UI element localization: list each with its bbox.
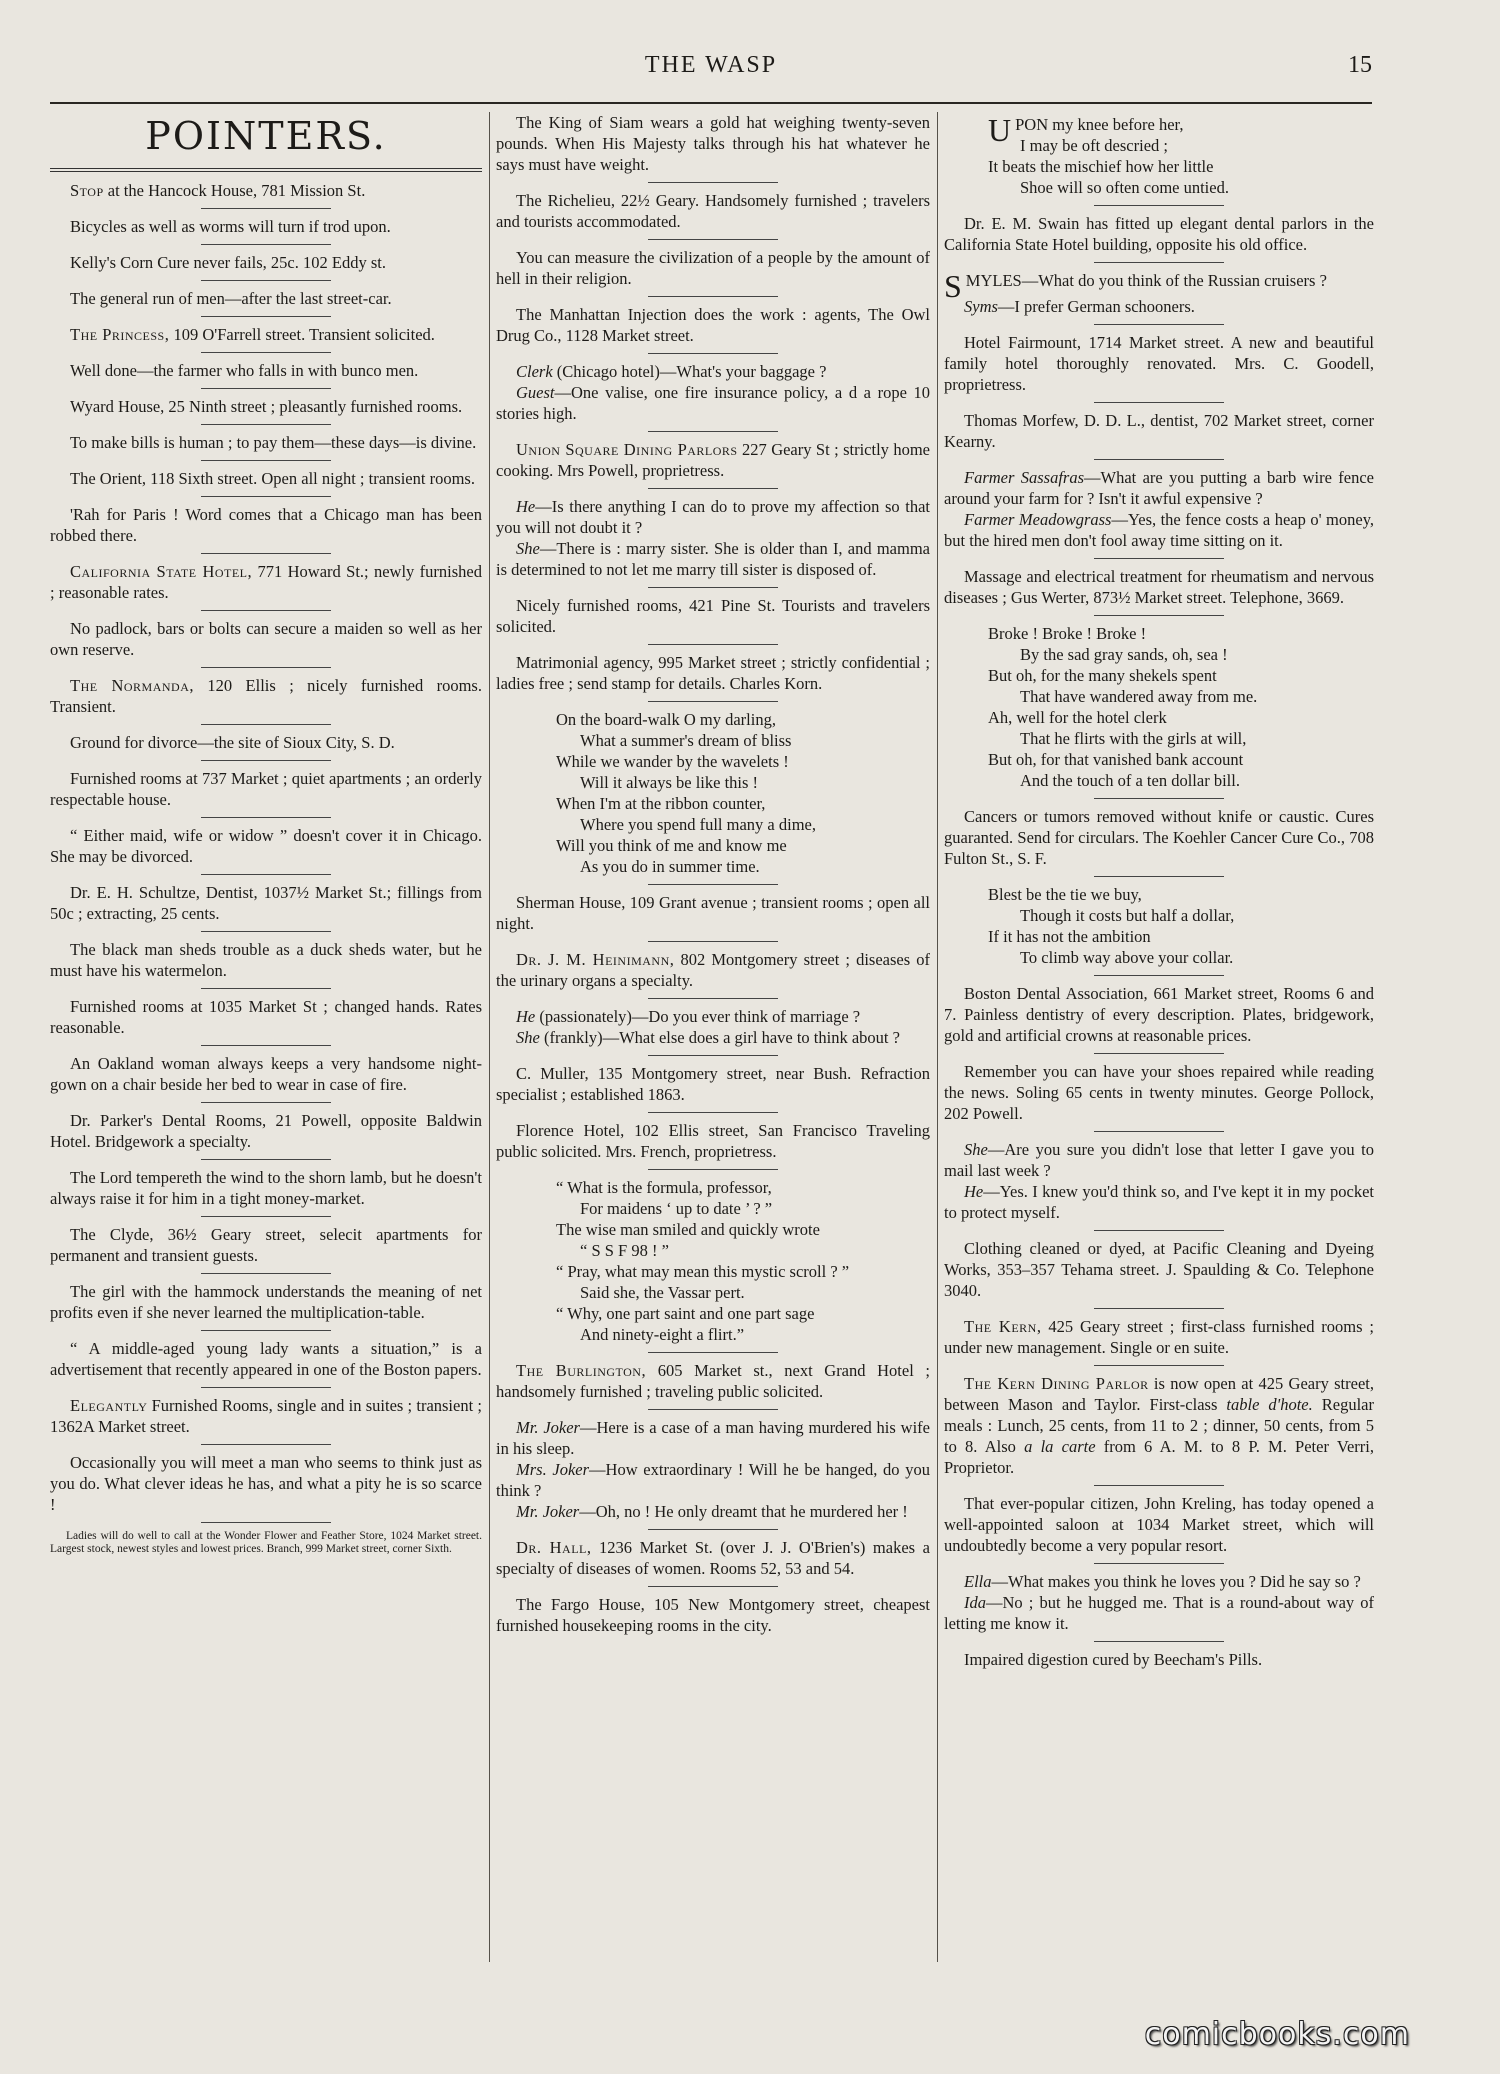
poem-line: To climb way above your collar. xyxy=(1020,948,1234,967)
item-text: The Manhattan Injection does the work : agents, The Owl Drug Co., 1128 Market street. xyxy=(496,305,930,345)
dialog-text: (Chicago hotel)—What's your baggage ? xyxy=(552,362,827,381)
item-text: The Fargo House, 105 New Montgomery street, cheapest furnished housekeeping rooms in the city. xyxy=(496,1595,930,1635)
pointer-item: Massage and electrical treatment for rheumatism and nervous diseases ; Gus Werter, 873½ Market street. Telephone, 3669. xyxy=(944,567,1374,607)
speaker-name: Farmer Meadowgrass xyxy=(964,510,1112,529)
pointer-item xyxy=(496,595,930,637)
separator xyxy=(201,496,331,497)
poem-line: By the sad gray sands, oh, sea ! xyxy=(1020,645,1228,664)
dialog-text: —There is : marry sister. She is older than I, and mamma is determined to not let me marry till sister is disposed of. xyxy=(496,539,930,579)
pointer-item xyxy=(496,247,930,289)
dialog-line xyxy=(496,1459,930,1501)
item-emphasis: table d'hote. xyxy=(1226,1395,1313,1414)
dialog-text: MYLES—What do you think of the Russian cruisers ? xyxy=(965,271,1327,290)
drop-cap: S xyxy=(944,268,962,304)
pointer-item xyxy=(50,732,482,753)
item-text: 1236 Market St. (over J. J. O'Brien's) makes a specialty of diseases of women. Rooms 52, 53 and 54. xyxy=(496,1538,930,1578)
separator xyxy=(1094,205,1224,206)
separator xyxy=(648,1169,778,1170)
speaker-name: Guest xyxy=(516,383,555,402)
separator xyxy=(1094,876,1224,877)
separator xyxy=(648,1529,778,1530)
dialog-line xyxy=(944,467,1374,509)
speaker-name: Mrs. Joker xyxy=(516,1460,590,1479)
pointer-item xyxy=(50,360,482,381)
dialog-text: —No ; but he hugged me. That is a round-about way of letting me know it. xyxy=(944,1593,1374,1633)
poem-line: Shoe will so often come untied. xyxy=(1020,178,1229,197)
pointer-item xyxy=(496,1120,930,1162)
pointer-item xyxy=(496,1360,930,1402)
pointer-item xyxy=(50,882,482,924)
poem-line: “ Why, one part saint and one part sage xyxy=(556,1304,815,1323)
pointer-item xyxy=(50,1167,482,1209)
poem-line: For maidens ‘ up to date ’ ? ” xyxy=(580,1199,773,1218)
dialog-line xyxy=(496,1501,930,1522)
separator xyxy=(1094,459,1224,460)
separator xyxy=(201,352,331,353)
item-lead: Stop xyxy=(70,181,104,200)
item-lead: California State Hotel, xyxy=(70,562,253,581)
dialog-line xyxy=(496,496,930,538)
separator xyxy=(648,239,778,240)
dialog-line xyxy=(496,1006,930,1027)
separator xyxy=(201,931,331,932)
dialog-line xyxy=(496,382,930,424)
item-text: Matrimonial agency, 995 Market street ; strictly confidential ; ladies free ; send stamp for details. Charles Korn. xyxy=(496,653,930,693)
separator xyxy=(1094,975,1224,976)
separator xyxy=(201,1273,331,1274)
separator xyxy=(648,1112,778,1113)
pointer-item xyxy=(944,410,1374,452)
site-watermark: comicbooks.com xyxy=(1144,2017,1410,2052)
separator xyxy=(201,553,331,554)
separator xyxy=(201,1102,331,1103)
dialog-text: —Oh, no ! He only dreamt that he murdered her ! xyxy=(579,1502,908,1521)
pointer-item xyxy=(944,1061,1374,1124)
poem-line: “ Pray, what may mean this mystic scroll ? ” xyxy=(556,1262,850,1281)
poem-line: And ninety-eight a flirt.” xyxy=(580,1325,745,1344)
separator xyxy=(648,1352,778,1353)
separator xyxy=(648,701,778,702)
pointer-item: Dr. E. M. Swain has fitted up elegant dental parlors in the California State Hotel building, opposite his old office. xyxy=(944,214,1374,254)
column-rule-1 xyxy=(489,112,490,1962)
pointer-item: Clothing cleaned or dyed, at Pacific Cleaning and Dyeing Works, 353–357 Tehama street. J. Spaulding & Co. Telephone 3040. xyxy=(944,1239,1374,1300)
separator xyxy=(201,988,331,989)
column-1 xyxy=(50,112,482,1556)
item-lead: The Kern, xyxy=(964,1317,1042,1336)
dialog-line xyxy=(944,1592,1374,1634)
column-rule-2 xyxy=(937,112,938,1962)
item-text: 425 Geary street ; first-class furnished rooms ; under new management. Single or en suite. xyxy=(944,1317,1374,1357)
pointer-item xyxy=(50,1224,482,1266)
item-emphasis: a la carte xyxy=(1024,1437,1096,1456)
item-text: The Clyde, 36½ Geary street, selecit apartments for permanent and transient guests. xyxy=(50,1225,482,1265)
poem-shoe xyxy=(944,114,1374,198)
separator xyxy=(201,460,331,461)
item-lead: Dr. Hall, xyxy=(516,1538,592,1557)
dialog-line xyxy=(496,1417,930,1459)
section-heading: POINTERS. xyxy=(145,114,387,158)
item-lead: The Princess, xyxy=(70,325,170,344)
separator xyxy=(1094,1365,1224,1366)
separator xyxy=(201,1159,331,1160)
poem-line: Though it costs but half a dollar, xyxy=(1020,906,1235,925)
speaker-name: She xyxy=(516,1028,540,1047)
poem-line: Will you think of me and know me xyxy=(556,836,787,855)
dialog-line xyxy=(944,1181,1374,1223)
dialog-text: —What makes you think he loves you ? Did he say so ? xyxy=(991,1572,1361,1591)
separator xyxy=(201,388,331,389)
item-text: The girl with the hammock understands the meaning of net profits even if she never learned the multiplication-table. xyxy=(50,1282,482,1322)
item-text: 771 Howard St.; newly furnished ; reasonable rates. xyxy=(50,562,482,602)
pointer-item xyxy=(50,1338,482,1380)
separator xyxy=(201,424,331,425)
dialog-line xyxy=(944,1139,1374,1181)
dialog-text: —How extraordinary ! Will he be hanged, do you think ? xyxy=(496,1460,930,1500)
item-text: C. Muller, 135 Montgomery street, near Bush. Refraction specialist ; established 1863. xyxy=(496,1064,930,1104)
item-text: Wyard House, 25 Ninth street ; pleasantly furnished rooms. xyxy=(70,397,463,416)
poem-line: Will it always be like this ! xyxy=(580,773,759,792)
item-text: To make bills is human ; to pay them—these days—is divine. xyxy=(70,433,477,452)
poem-line: It beats the mischief how her little xyxy=(988,157,1214,176)
separator xyxy=(201,760,331,761)
separator xyxy=(648,644,778,645)
item-text: Well done—the farmer who falls in with bunco men. xyxy=(70,361,419,380)
dialog-line xyxy=(944,268,1374,304)
item-text: 109 O'Farrell street. Transient solicited. xyxy=(169,325,435,344)
separator xyxy=(201,610,331,611)
separator xyxy=(648,998,778,999)
item-text: Dr. E. H. Schultze, Dentist, 1037½ Market St.; fillings from 50c ; extracting, 25 cents. xyxy=(50,883,482,923)
pointer-item xyxy=(50,1053,482,1095)
dialog-line xyxy=(944,1571,1374,1592)
poem-line: But oh, for the many shekels spent xyxy=(988,666,1217,685)
pointer-item xyxy=(50,324,482,345)
item-text: “ Either maid, wife or widow ” doesn't cover it in Chicago. She may be divorced. xyxy=(50,826,482,866)
poem-line: As you do in summer time. xyxy=(580,857,760,876)
poem-line: When I'm at the ribbon counter, xyxy=(556,794,766,813)
item-lead: Union Square Dining Parlors xyxy=(516,440,738,459)
item-text: at the Hancock House, 781 Mission St. xyxy=(103,181,366,200)
pointer-item xyxy=(496,304,930,346)
item-text: Boston Dental Association, 661 Market street, Rooms 6 and 7. Painless dentistry of every description. Plates, bridgework, gold and artificial crowns at reasonable prices. xyxy=(944,984,1374,1045)
poem-tie xyxy=(944,884,1374,968)
dialog-text: —Yes. I knew you'd think so, and I've kept it in my pocket to protect myself. xyxy=(944,1182,1374,1222)
separator xyxy=(1094,1230,1224,1231)
pointer-item xyxy=(50,1110,482,1152)
dialog-text: —One valise, one fire insurance policy, a d a rope 10 stories high. xyxy=(496,383,930,423)
speaker-name: He xyxy=(964,1182,984,1201)
item-text: The general run of men—after the last street-car. xyxy=(70,289,392,308)
pointer-item xyxy=(50,825,482,867)
item-text: Kelly's Corn Cure never fails, 25c. 102 Eddy st. xyxy=(70,253,386,272)
item-text: “ A middle-aged young lady wants a situation,” is a advertisement that recently appeared in one of the Boston papers. xyxy=(50,1339,482,1379)
dialog-line xyxy=(496,361,930,382)
separator xyxy=(1094,615,1224,616)
item-text: Florence Hotel, 102 Ellis street, San Francisco Traveling public solicited. Mrs. French, proprietress. xyxy=(496,1121,930,1161)
poem-broke xyxy=(944,623,1374,791)
separator xyxy=(1094,402,1224,403)
separator xyxy=(201,1387,331,1388)
header-rule xyxy=(50,102,1372,104)
separator xyxy=(201,316,331,317)
dialog-text: —I prefer German schooners. xyxy=(997,297,1195,316)
poem-boardwalk xyxy=(496,709,930,877)
item-text: No padlock, bars or bolts can secure a maiden so well as her own reserve. xyxy=(50,619,482,659)
item-text: Furnished rooms at 1035 Market St ; changed hands. Rates reasonable. xyxy=(50,997,482,1037)
pointer-item xyxy=(50,396,482,417)
running-head xyxy=(50,44,1372,88)
separator xyxy=(648,1409,778,1410)
pointer-item xyxy=(944,1316,1374,1358)
poem-line: But oh, for that vanished bank account xyxy=(988,750,1244,769)
separator xyxy=(201,1522,331,1523)
separator xyxy=(1094,324,1224,325)
item-text: The Richelieu, 22½ Geary. Handsomely furnished ; travelers and tourists accommodated. xyxy=(496,191,930,231)
pointer-item xyxy=(944,332,1374,395)
item-text: from 6 A. M. to 8 P. M. Peter Verri, Proprietor. xyxy=(944,1437,1374,1477)
pointer-item xyxy=(496,1594,930,1636)
dialog-text: (frankly)—What else does a girl have to think about ? xyxy=(539,1028,900,1047)
dialog-text: (passionately)—Do you ever think of marriage ? xyxy=(535,1007,861,1026)
separator xyxy=(201,667,331,668)
pointer-item xyxy=(496,949,930,991)
pointer-item xyxy=(496,439,930,481)
poem-line: While we wander by the wavelets ! xyxy=(556,752,789,771)
item-lead: The Kern Dining Parlor xyxy=(964,1374,1149,1393)
speaker-name: He xyxy=(516,497,536,516)
item-lead: Elegantly xyxy=(70,1396,148,1415)
speaker-name: She xyxy=(516,539,540,558)
pointer-item xyxy=(496,1537,930,1579)
separator xyxy=(1094,1131,1224,1132)
item-text: 'Rah for Paris ! Word comes that a Chicago man has been robbed there. xyxy=(50,505,482,545)
item-text: The King of Siam wears a gold hat weighing twenty-seven pounds. When His Majesty talks through his hat whatever he says must have weight. xyxy=(496,113,930,174)
item-text: The Lord tempereth the wind to the shorn lamb, but he doesn't always raise it for him in a tight money-market. xyxy=(50,1168,482,1208)
poem-line: That have wandered away from me. xyxy=(1020,687,1258,706)
column-2 xyxy=(496,112,930,1636)
separator xyxy=(201,724,331,725)
separator xyxy=(201,1216,331,1217)
separator xyxy=(648,884,778,885)
poem-line: That he flirts with the girls at will, xyxy=(1020,729,1247,748)
dialog-text: —What are you putting a barb wire fence around your farm for ? Isn't it awful expensive ? xyxy=(944,468,1374,508)
speaker-name: Ida xyxy=(964,1593,986,1612)
poem-line: Ah, well for the hotel clerk xyxy=(988,708,1167,727)
speaker-name: Clerk xyxy=(516,362,553,381)
item-lead: The Burlington, xyxy=(516,1361,647,1380)
pointer-item xyxy=(50,216,482,237)
separator xyxy=(648,941,778,942)
separator xyxy=(1094,1053,1224,1054)
item-text: is now open at 425 Geary street, between Mason and Taylor. First-class xyxy=(944,1374,1374,1414)
item-text: The black man sheds trouble as a duck sheds water, but he must have his watermelon. xyxy=(50,940,482,980)
separator xyxy=(648,488,778,489)
pointer-item xyxy=(50,432,482,453)
separator xyxy=(648,431,778,432)
pointer-item xyxy=(50,1281,482,1323)
publication-title: THE WASP xyxy=(644,52,778,78)
separator xyxy=(1094,262,1224,263)
poem-formula xyxy=(496,1177,930,1345)
item-lead: Dr. J. M. Heinimann, xyxy=(516,950,675,969)
item-text: Thomas Morfew, D. D. L., dentist, 702 Market street, corner Kearny. xyxy=(944,411,1374,451)
separator xyxy=(648,1586,778,1587)
pointer-item xyxy=(50,768,482,810)
page-number: 15 xyxy=(1348,52,1372,78)
item-lead: The Normanda, xyxy=(70,676,195,695)
pointer-item xyxy=(496,112,930,175)
speaker-name: Mr. Joker xyxy=(516,1502,580,1521)
column-1-items xyxy=(50,180,482,1515)
separator xyxy=(201,244,331,245)
pointer-item xyxy=(944,983,1374,1046)
item-text: Occasionally you will meet a man who seems to think just as you do. What clever ideas he has, and what a pity he is so scarce ! xyxy=(50,1453,482,1514)
item-text: Hotel Fairmount, 1714 Market street. A new and beautiful family hotel thoroughly renovated. Mrs. C. Goodell, proprietress. xyxy=(944,333,1374,394)
separator xyxy=(201,1444,331,1445)
pointer-item xyxy=(944,1373,1374,1478)
poem-line: I may be oft descried ; xyxy=(1020,136,1168,155)
poem-line: Where you spend full many a dime, xyxy=(580,815,816,834)
poem-line: On the board-walk O my darling, xyxy=(556,710,776,729)
speaker-name: He xyxy=(516,1007,536,1026)
item-text: Furnished rooms at 737 Market ; quiet apartments ; an orderly respectable house. xyxy=(50,769,482,809)
separator xyxy=(1094,1485,1224,1486)
separator xyxy=(648,1055,778,1056)
dialog-text: —Here is a case of a man having murdered his wife in his sleep. xyxy=(496,1418,930,1458)
poem-line: And the touch of a ten dollar bill. xyxy=(1020,771,1240,790)
separator xyxy=(648,587,778,588)
item-text: Dr. Parker's Dental Rooms, 21 Powell, opposite Baldwin Hotel. Bridgework a specialty. xyxy=(50,1111,482,1151)
item-text: Remember you can have your shoes repaired while reading the news. Soling 65 cents in twenty minutes. George Pollock, 202 Powell. xyxy=(944,1062,1374,1123)
pointer-item: That ever-popular citizen, John Kreling, has today opened a well-appointed saloon at 1034 Market street, which will undoubtedly become a very popular resort. xyxy=(944,1494,1374,1555)
separator xyxy=(201,1330,331,1331)
poem-line: The wise man smiled and quickly wrote xyxy=(556,1220,820,1239)
pointer-item xyxy=(50,618,482,660)
poem-line-text: PON my knee before her, xyxy=(1015,115,1184,134)
speaker-name: Farmer Sassafras xyxy=(964,468,1085,487)
separator xyxy=(1094,1641,1224,1642)
fine-print-ad: Ladies will do well to call at the Wonder Flower and Feather Store, 1024 Market street. Largest stock, newest styles and lowest prices. Branch, 999 Market street, corner Sixth. xyxy=(50,1530,482,1555)
item-text: 227 Geary St ; strictly home cooking. Mrs Powell, proprietress. xyxy=(496,440,930,480)
dialog-text: —Are you sure you didn't lose that letter I gave you to mail last week ? xyxy=(944,1140,1374,1180)
item-text: Furnished Rooms, single and in suites ; transient ; 1362A Market street. xyxy=(50,1396,482,1436)
item-text: 605 Market st., next Grand Hotel ; handsomely furnished ; traveling public solicited. xyxy=(496,1361,930,1401)
speaker-name: Ella xyxy=(964,1572,992,1591)
item-text: Nicely furnished rooms, 421 Pine St. Tourists and travelers solicited. xyxy=(496,596,930,636)
pointer-item: Impaired digestion cured by Beecham's Pills. xyxy=(964,1650,1263,1669)
separator xyxy=(1094,798,1224,799)
speaker-name: Syms xyxy=(964,297,998,316)
item-text: Sherman House, 109 Grant avenue ; transient rooms ; open all night. xyxy=(496,893,930,933)
poem-line: Broke ! Broke ! Broke ! xyxy=(988,624,1147,643)
item-text: The Orient, 118 Sixth street. Open all night ; transient rooms. xyxy=(70,469,475,488)
pointer-item xyxy=(50,1395,482,1437)
separator xyxy=(648,353,778,354)
poem-line: Blest be the tie we buy, xyxy=(988,885,1142,904)
item-text: You can measure the civilization of a people by the amount of hell in their religion. xyxy=(496,248,930,288)
item-text: 802 Montgomery street ; diseases of the urinary organs a specialty. xyxy=(496,950,930,990)
pointer-item xyxy=(50,252,482,273)
dialog-text: —Is there anything I can do to prove my affection so that you will not doubt it ? xyxy=(496,497,930,537)
pointer-item xyxy=(50,180,482,201)
separator xyxy=(201,208,331,209)
poem-line: Said she, the Vassar pert. xyxy=(580,1283,745,1302)
separator xyxy=(201,874,331,875)
speaker-name: She xyxy=(964,1140,988,1159)
pointer-item: Cancers or tumors removed without knife or caustic. Cures guaranted. Send for circulars. The Koehler Cancer Cure Co., 708 Fulton St., S. F. xyxy=(944,807,1374,868)
dialog-line xyxy=(496,1027,930,1048)
pointer-item xyxy=(496,652,930,694)
speaker-name: Mr. Joker xyxy=(516,1418,580,1437)
heading-rule xyxy=(50,168,482,172)
pointer-item xyxy=(496,1063,930,1105)
item-text: Bicycles as well as worms will turn if trod upon. xyxy=(70,217,391,236)
pointer-item xyxy=(50,504,482,546)
drop-cap: U xyxy=(988,112,1012,148)
separator xyxy=(201,817,331,818)
pointer-item xyxy=(50,996,482,1038)
pointer-item xyxy=(50,1452,482,1515)
separator xyxy=(648,182,778,183)
column-3 xyxy=(944,112,1374,1670)
separator xyxy=(648,296,778,297)
item-text: Ground for divorce—the site of Sioux City, S. D. xyxy=(70,733,395,752)
dialog-line xyxy=(496,538,930,580)
separator xyxy=(201,280,331,281)
item-text: 120 Ellis ; nicely furnished rooms. Transient. xyxy=(50,676,482,716)
pointer-item xyxy=(50,288,482,309)
item-text: An Oakland woman always keeps a very handsome night-gown on a chair beside her bed to wear in case of fire. xyxy=(50,1054,482,1094)
dialog-line xyxy=(944,296,1374,317)
item-text: Regular meals : Lunch, 25 cents, from 11 to 2 ; dinner, 50 cents, from 5 to 8. Also xyxy=(944,1395,1374,1456)
poem-line: “ What is the formula, professor, xyxy=(556,1178,772,1197)
pointer-item xyxy=(50,561,482,603)
separator xyxy=(1094,1308,1224,1309)
separator xyxy=(1094,558,1224,559)
pointer-item xyxy=(50,939,482,981)
pointer-item xyxy=(50,675,482,717)
pointer-item xyxy=(496,190,930,232)
separator xyxy=(1094,1563,1224,1564)
dialog-text: —Yes, the fence costs a heap o' money, but the hired men don't fool away time sitting on it. xyxy=(944,510,1374,550)
poem-line: If it has not the ambition xyxy=(988,927,1151,946)
separator xyxy=(201,1045,331,1046)
pointer-item xyxy=(50,468,482,489)
dialog-line xyxy=(944,509,1374,551)
poem-line: What a summer's dream of bliss xyxy=(580,731,792,750)
poem-line: “ S S F 98 ! ” xyxy=(580,1241,669,1260)
pointer-item xyxy=(496,892,930,934)
